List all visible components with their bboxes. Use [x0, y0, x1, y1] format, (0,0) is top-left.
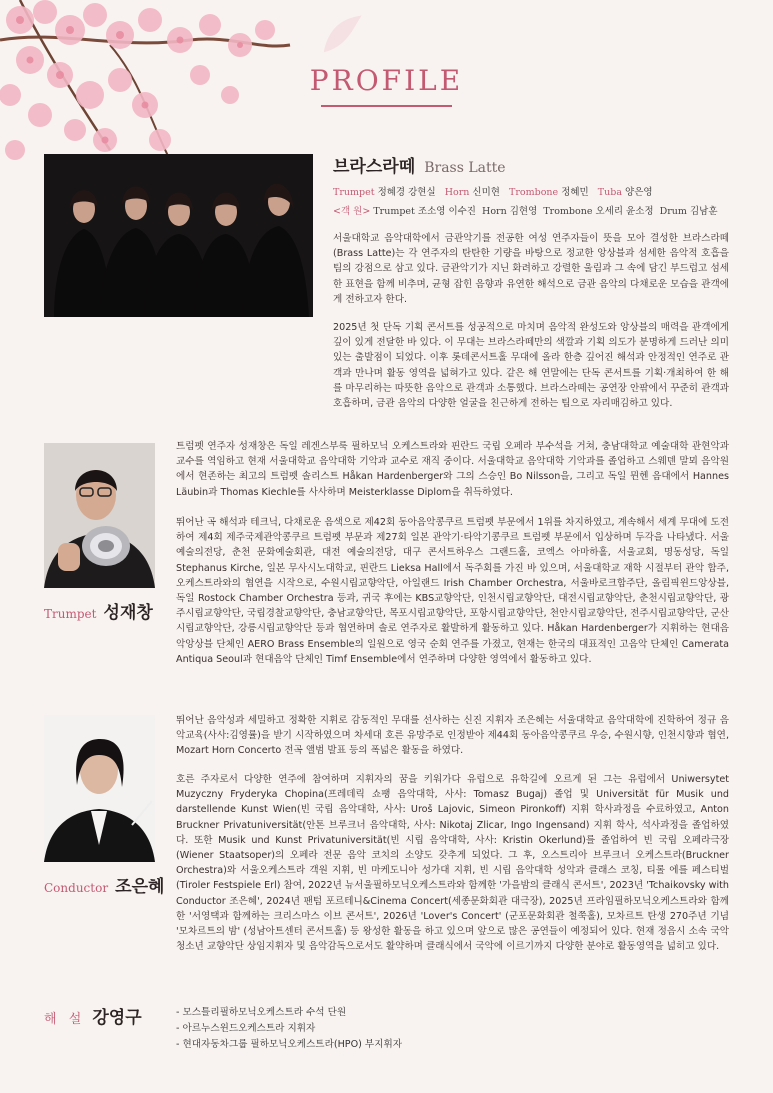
members-line	[333, 184, 653, 198]
group-bio-paragraph: 2025년 첫 단독 기획 콘서트를 성공적으로 마치며 음악적 완성도와 앙상블의 매력을 관객에게 깊이 있게 전달한 바 있다. 이 무대는 브라스라떼만의 색깔과 기획 의도가 분명하게 드러난 의미 있는 출발점이 되었다. 이후 롯데콘서트홀 무대에 올라 한층 깊어진 해석과 안정적인 연주로 관객과 만나며 활동 영역을 넓혀가고 있다. 같은 해 연말에는 단독 콘서트를 기획·개최하여 한 해를 마무리하는 따뜻한 음악으로 관객과 소통했다. 브라스라떼는 공연장 안팎에서 꾸준히 관객과 호흡하며, 금관 음악의 다양한 얼굴을 친근하게 전하는 팀으로 자리매김하고 있다.	[333, 322, 729, 410]
list-item: - 현대자동차그룹 필하모닉오케스트라(HPO) 부지휘자	[176, 1039, 402, 1050]
list-item: - 모스틀리필하모닉오케스트라 수석 단원	[176, 1007, 347, 1018]
conductor-bio-paragraph: 뛰어난 음악성과 세밀하고 정확한 지휘로 감동적인 무대를 선사하는 신진 지휘자 조은혜는 서울대학교 음악대학에 진학하여 정규 음악교육(사사:김영률)을 받기 시작하였으며 차세대 호른 유망주로 인정받아 제44회 동아음악콩쿠르 우승, 수원시향, 인천시향과 협연, Mozart Horn Concerto 전곡 앨범 발표 등의 폭넓은 활동을 하였다.	[176, 715, 729, 757]
commentator-name: 강영구	[92, 1008, 142, 1028]
role-english: Trumpet	[44, 607, 97, 621]
member-instrument: Trumpet	[333, 187, 375, 198]
petal-decoration	[318, 12, 364, 58]
member-names: 김남훈	[689, 206, 718, 217]
conductor-role-label	[44, 872, 164, 897]
member-instrument: Tuba	[597, 187, 622, 198]
member-names: 신미현	[472, 187, 500, 198]
performer-name: 조은혜	[115, 877, 165, 897]
member-instrument: Trumpet	[373, 206, 415, 217]
group-bio-paragraph: 서울대학교 음악대학에서 금관악기를 전공한 여성 연주자들이 뜻을 모아 결성한 브라스라떼(Brass Latte)는 각 연주자의 탄탄한 기량을 바탕으로 정교한 앙상블과 섬세한 음악적 호흡을 팀의 강점으로 삼고 있다. 금관악기가 지닌 화려하고 강렬한 울림과 그 속에 담긴 부드럽고 섬세한 표현을 함께 비추며, 균형 잡힌 음향과 유연한 해석으로 금관 음악의 다채로운 모습을 관객에게 전하고자 한다.	[333, 233, 729, 305]
commentary-tag: 해 설	[44, 1012, 86, 1027]
title-underline	[321, 105, 452, 107]
member-names: 정혜민	[561, 187, 589, 198]
member-instrument: Horn	[444, 187, 470, 198]
role-english: Conductor	[44, 881, 109, 895]
member-names: 조소영 이수진	[417, 206, 476, 217]
trumpet-portrait	[44, 443, 155, 588]
commentary-label	[44, 1003, 142, 1028]
member-names: 양은영	[625, 187, 653, 198]
trumpet-bio-paragraph: 뛰어난 곡 해석과 테크닉, 다채로운 음색으로 제42회 동아음악콩쿠르 트럼펫 부문에서 1위를 차지하였고, 계속해서 세계 무대에 도전하여 제4회 제주국제관악콩쿠르 트럼펫 부문과 제27회 일본 관악기·타악기콩쿠르 트럼펫 부문에서 입상하며 두각을 나타냈다. 서울 예술의전당, 춘천 문화예술회관, 대전 예술의전당, 대구 콘서트하우스 그랜드홀, 코엑스 아마하홀, 서울교회, 명동성당, 독일 Stephanus Kirche, 일본 무사시노대학교, 핀란드 Lieksa Hall에서 독주회를 가진 바 있으며, 서울대학교 재학 시절부터 관악 합주, 오케스트라와의 협연을 시작으로, 수원시립교향악단, 아일랜드 Irish Chamber Orchestra, 서울바로크합주단, 올림픽윈드앙상블, 독일 Rostock Chamber Orchestra 등과, 귀국 후에는 KBS교향악단, 인천시립교향악단, 대전시립교향악단, 춘천시립교향악단, 광주시립교향악단, 국립경찰교향악단, 충남교향악단, 목포시립교향악단, 포항시립교향악단, 천안시립교향악단, 전주시립교향악단, 군산시립교향악단, 강릉시립교향악단 등과 협연하며 솔로 연주자로 활발하게 활동하고 있다. Håkan Hardenberger가 지휘하는 현대음악앙상블 단체인 AERO Brass Ensemble의 일원으로 영국 순회 연주를 가졌고, 현재는 한국의 대표적인 고음악 단체인 Camerata Antiqua Seoul과 현대음악 단체인 Timf Ensemble에서 연주하며 다양한 영역에서 활동하고 있다.	[176, 517, 729, 665]
conductor-portrait	[44, 715, 155, 862]
member-instrument: Horn	[482, 206, 507, 217]
guest-members-line	[333, 203, 718, 217]
group-name	[333, 152, 506, 177]
member-instrument: Drum	[659, 206, 687, 217]
trumpet-role-label	[44, 598, 153, 623]
group-name-korean: 브라스라떼	[333, 157, 416, 177]
member-instrument: Trombone	[509, 187, 559, 198]
guest-tag: <객 원>	[333, 206, 371, 217]
list-item: - 아르누스윈드오케스트라 지휘자	[176, 1023, 316, 1034]
conductor-bio-paragraph: 호른 주자로서 다양한 연주에 참여하며 지휘자의 꿈을 키워가다 유럽으로 유학길에 오르게 된 그는 유럽에서 Uniwersytet Muzyczny Fryderyka Chopina(프레데릭 쇼팽 음악대학, 사사: Tomasz Bugaj) 졸업 및 Universität für Musik und darstellende Kunst Wien(빈 국립 음악대학, 사사: Uroš Lajovic, Simeon Pironkoff) 지휘 학사과정을 수료하였고, Anton Bruckner Privatuniversität(안톤 브루크너 음악대학, 사사: Nikotaj Zlicar, Ingo Ingensand) 지휘 학사, 석사과정을 졸업하였다. 또한 Musik und Kunst Privatuniversität(빈 시립 음악대학, 사사: Kristin Okerlund)를 졸업하여 빈 국립 오페라극장(Wiener Staatsoper)의 오페라 전문 음악 코치의 소양도 갖추게 되었다. 그 후, 오스트리아 브루크너 오케스트라(Bruckner Orchestra)와 서울오케스트라 객원 지휘, 빈 마케도니아 성가대 지휘, 빈 시립 음악대학 성악과 클래스 코칭, 티롤 에를 페스티벌(Tiroler Festspiele Erl) 참여, 2022년 뉴서울필하모닉오케스트라와 함께한 '가을밤의 클래식 콘서트', 2023년 'Tchaikovsky with Conductor 조은혜', 2024년 팬텀 포르테니&Cinema Concert(세종문화회관 대극장), 2025년 프라임필하모닉오케스트라와 함께한 '서영택과 함께하는 크리스마스 이브 콘서트', 2026년 'Lover's Concert' (군포문화회관 철쭉홀), 모차르트 탄생 270주년 기념 '모차르트의 밤' (성남아트센터 콘서트홀) 등 왕성한 활동을 하고 있으며 앞으로 많은 공연들이 예정되어 있다. 현재 정음시 소속 국악 청소년 교향악단 상임지휘자 및 음악감독으로서도 활약하며 클래식에서 국악에 이르기까지 다양한 분야로 활동영역을 넓히고 있다.	[176, 774, 729, 953]
trumpet-bio-paragraph: 트럼펫 연주자 성재창은 독일 레겐스부룩 필하모닉 오케스트라와 핀란드 국립 오페라 부수석을 거쳐, 충남대학교 예술대학 관현악과 교수를 역임하고 현재 서울대학교 음악대학 기악과 교수로 재직 중이다. 서울대학교 음악대학 기악과를 졸업하고 스웨덴 말뫼 음악원에서 현존하는 최고의 트럼펫 솔리스트 Håkan Hardenberger와 그의 스승인 Bo Nilsson을, 그리고 독일 뮌헨 음대에서 Hannes Läubin과 Thomas Kiechle를 사사하며 Meisterklasse Diplom을 취득하였다.	[176, 441, 729, 498]
group-name-english: Brass Latte	[424, 160, 506, 176]
commentator-credits	[176, 1005, 402, 1053]
performer-name: 성재창	[103, 603, 153, 623]
member-names: 김현영	[509, 206, 538, 217]
page-title: PROFILE	[309, 64, 464, 97]
member-names: 정혜경 강현실	[377, 187, 436, 198]
member-instrument: Trombone	[543, 206, 593, 217]
member-names: 오세리 윤소정	[595, 206, 654, 217]
group-photo	[44, 154, 313, 317]
